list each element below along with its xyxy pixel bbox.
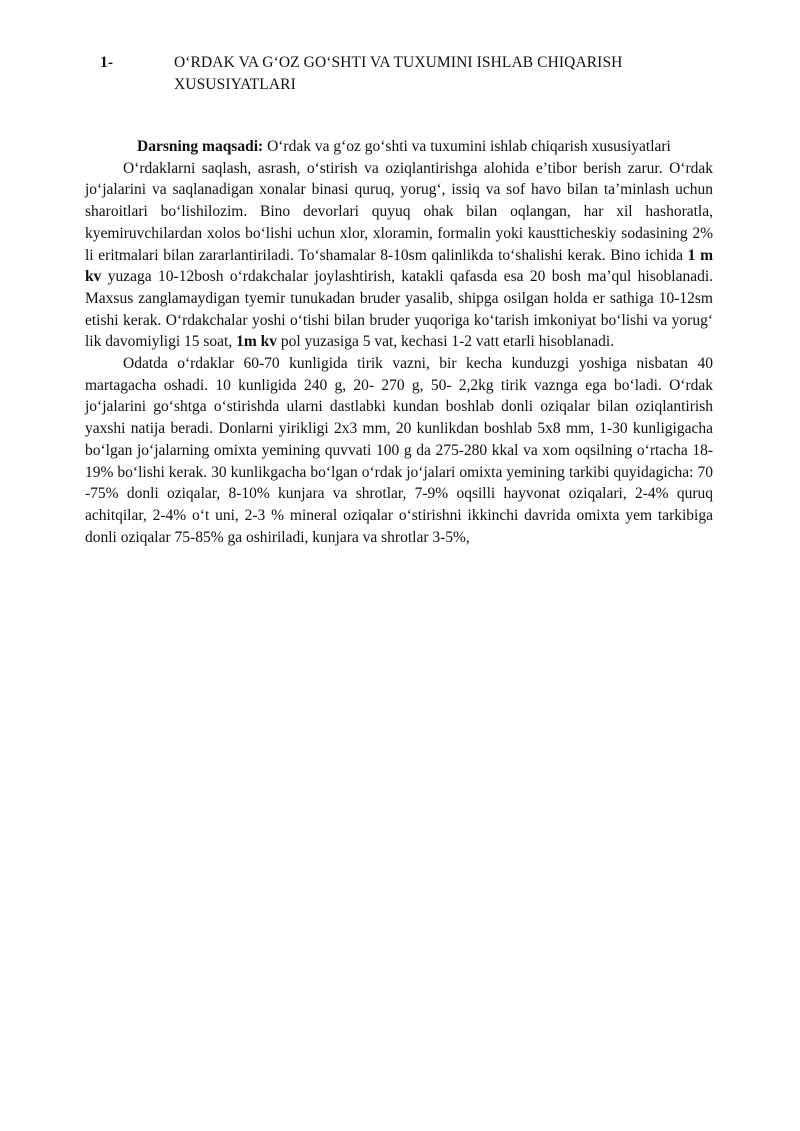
- body-text: [85, 136, 713, 548]
- lesson-aim-paragraph: [85, 136, 713, 158]
- paragraph-housing-part3: pol yuzasiga 5 vat, kechasi 1-2 vatt etarli hisoblanadi.: [280, 333, 615, 351]
- unit-square-meter-2: 1m kv: [236, 333, 278, 351]
- paragraph-housing: [85, 158, 713, 353]
- paragraph-housing-part2: yuzaga 10-12bosh o‘rdakchalar joylashtirish, katakli qafasda esa 20 bosh ma’qul hisoblanadi. Maxsus zanglamaydigan tyemir tunukadan bruder yasalib, shipga osilgan holda er sathiga 10-12sm etishi kerak. O‘rdakchalar yoshi o‘tishi bilan bruder yuqoriga ko‘tarish imkoniyat bo‘lishi va yorug‘ lik davomiyligi 15 soat,: [85, 268, 714, 351]
- paragraph-feeding: Odatda o‘rdaklar 60-70 kunligida tirik vazni, bir kecha kunduzgi yoshiga nisbatan 40 martagacha oshadi. 10 kunligida 240 g, 20- 270 g, 50- 2,2kg tirik vaznga ega bo‘ladi. O‘rdak jo‘jalarini go‘shtga o‘stirishda ularni dastlabki kundan boshlab donli oziqalar bilan oziqlantirish yaxshi natija beradi. Donlarni yirikligi 2x3 mm, 20 kunlikdan boshlab 5x8 mm, 1-30 kunligigacha bo‘lgan jo‘jalarning omixta yemining quvvati 100 g da 275-280 kkal va xom oqsilning o‘rtacha 18-19% bo‘lishi kerak. 30 kunlikgacha bo‘lgan o‘rdak jo‘jalari omixta yemining tarkibi quyidagicha: 70 -75% donli oziqalar, 8-10% kunjara va shrotlar, 7-9% oqsilli hayvonat oziqalari, 2-4% quruq achitqilar, 2-4% o‘t uni, 2-3 % mineral oziqalar o‘stirishni ikkinchi davrida omixta yem tarkibiga donli oziqalar 75-85% ga oshiriladi, kunjara va shrotlar 3-5%,: [85, 355, 713, 546]
- lesson-aim-label: Darsning maqsadi:: [137, 138, 264, 155]
- section-number: 1-: [100, 54, 114, 71]
- lesson-aim-text: O‘rdak va g‘oz go‘shti va tuxumini ishlab chiqarish xususiyatlari: [267, 138, 671, 155]
- section-title: O‘RDAK VA G‘OZ GO‘SHTI VA TUXUMINI ISHLAB CHIQARISH XUSUSIYATLARI: [174, 54, 623, 93]
- unit-square-meter: 1 m kv: [85, 246, 713, 286]
- paragraph-housing-part1: O‘rdaklarni saqlash, asrash, o‘stirish va oziqlantirishga alohida e’tibor berish zarur. O‘rdak jo‘jalarini va saqlanadigan xonalar binasi quruq, yorug‘, issiq va sof havo bilan ta’minlash uchun sharoitlari bo‘lishilozim. Bino devorlari quyuq ohak bilan oqlangan, har xil hashoratla, kyemiruvchilardan xolos bo‘lishi uchun xlor, xloramin, formalin yoki kaustticheskiy sodasining 2% li eritmalari bilan zararlantiriladi. To‘shamalar 8-10sm qalinlikda to‘shalishi kerak. Bino ichida: [85, 159, 713, 264]
